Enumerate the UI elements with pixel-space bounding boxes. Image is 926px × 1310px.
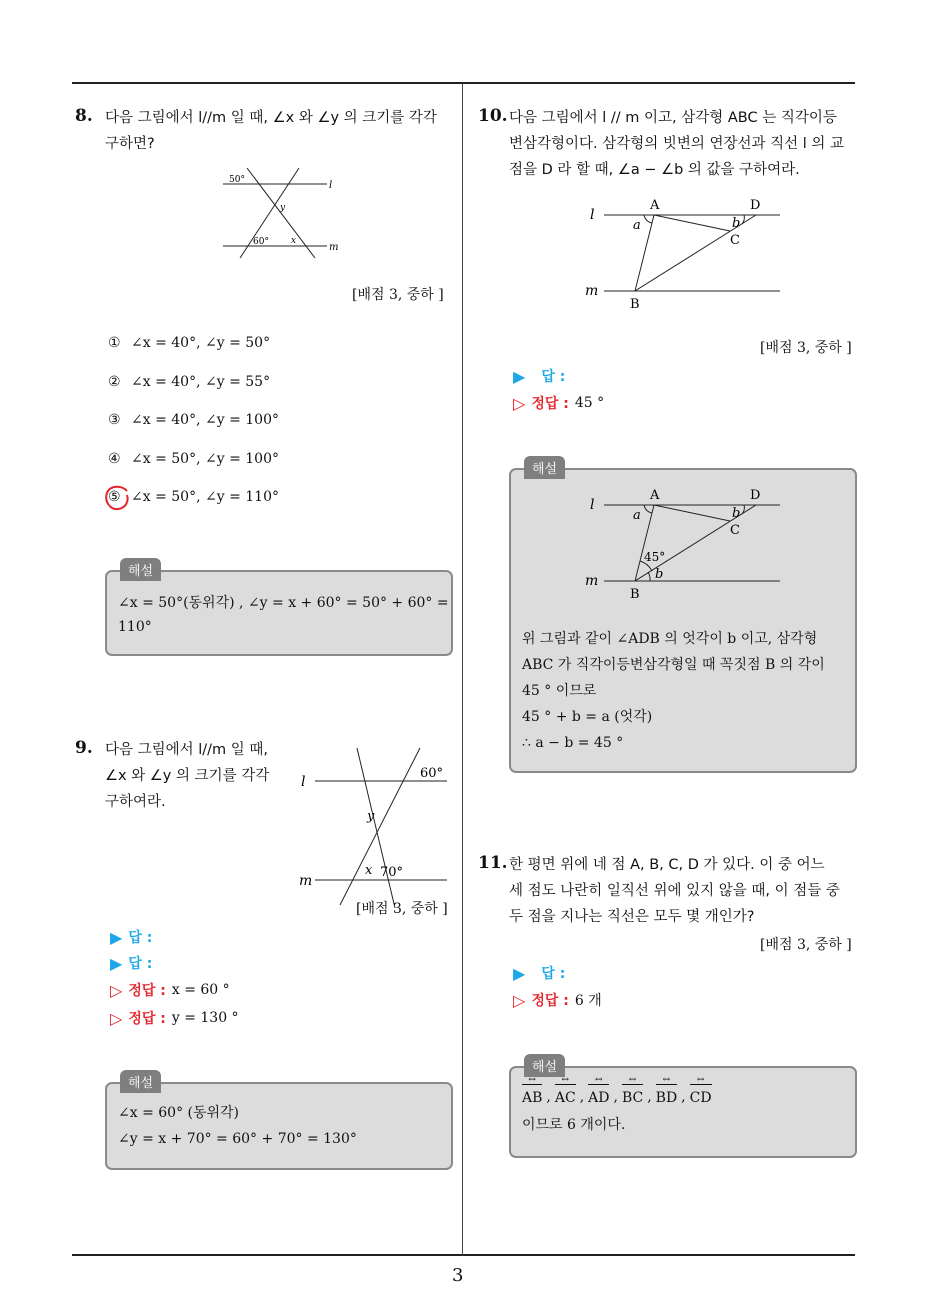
q9-label-y: y — [367, 809, 375, 824]
q9-number: 9. — [75, 738, 93, 758]
q10-exp-label-b1: b — [732, 506, 741, 521]
q10-points: [배점 3, 중하 ] — [760, 340, 852, 356]
q10-label-A: A — [650, 198, 660, 213]
double-arrow-icon: ↔ — [595, 1075, 603, 1085]
q10-label-l: l — [590, 207, 595, 223]
q10-label-C: C — [730, 233, 740, 248]
q9-explanation-2: ∠y = x + 70° = 60° + 70° = 130° — [118, 1131, 357, 1147]
q10-explanation-2: ABC 가 직각이등변삼각형일 때 꼭짓점 B 의 각이 — [522, 657, 825, 673]
q11-explanation-2: 이므로 6 개이다. — [522, 1117, 626, 1133]
double-arrow-icon: ↔ — [561, 1075, 570, 1085]
q10-exp-label-C: C — [730, 523, 740, 538]
q10-number: 10. — [478, 106, 508, 126]
q9-label-m: m — [299, 873, 313, 889]
outline-triangle-icon: ▷ — [110, 1008, 123, 1028]
q11-text-3: 두 점을 지나는 직선은 모두 몇 개인가? — [509, 909, 755, 925]
q8-choice-2-mark: ② — [108, 374, 121, 390]
q8-choice-2-text: ∠x = 40°, ∠y = 55° — [131, 374, 271, 390]
q10-correct — [513, 393, 604, 413]
q9-angle-top: 60° — [420, 766, 444, 781]
q11-points: [배점 3, 중하 ] — [760, 937, 852, 953]
double-arrow-icon: ↔ — [662, 1075, 671, 1085]
page-number: 3 — [452, 1265, 464, 1286]
q9-correct-2 — [110, 1008, 239, 1028]
q9-angle-bottom: 70° — [380, 865, 404, 880]
q9-correct-1-label: 정답 : — [128, 983, 166, 999]
q10-explanation-3: 45 ° 이므로 — [522, 683, 597, 699]
q10-text-3: 점을 D 라 할 때, ∠a − ∠b 의 값을 구하여라. — [509, 162, 800, 178]
q9-label-l: l — [301, 774, 306, 790]
line-AC: ↔ AC — [555, 1084, 576, 1111]
q9-correct-1-value: x = 60 ° — [171, 982, 230, 998]
q9-correct-2-label: 정답 : — [128, 1011, 166, 1027]
q9-figure — [295, 740, 455, 910]
double-arrow-icon: ↔ — [628, 1075, 637, 1085]
line-AB: ↔ AB — [522, 1084, 542, 1111]
q8-choice-2[interactable] — [108, 374, 270, 390]
line-BC: ↔ BC — [622, 1084, 643, 1111]
line-AD: ↔ AD — [588, 1084, 609, 1111]
q10-exp-label-b2: b — [655, 567, 664, 582]
q8-choice-3-text: ∠x = 40°, ∠y = 100° — [131, 412, 279, 428]
q8-choice-5-text: ∠x = 50°, ∠y = 110° — [131, 489, 279, 505]
q8-choice-1[interactable] — [108, 335, 270, 351]
q10-exp-label-l: l — [590, 497, 595, 513]
q10-correct-value: 45 ° — [574, 395, 605, 411]
q8-explanation-2: 110° — [118, 619, 152, 635]
q11-correct-value: 6 개 — [574, 993, 602, 1009]
column-divider — [462, 84, 463, 1256]
q10-exp-label-A: A — [650, 488, 660, 503]
top-rule — [72, 82, 855, 84]
q10-explanation-5: ∴ a − b = 45 ° — [522, 735, 624, 751]
q9-label-x: x — [365, 863, 373, 878]
q8-figure — [215, 160, 345, 260]
q10-label-m: m — [585, 283, 599, 299]
q8-label-y: y — [280, 203, 286, 213]
q8-angle-bottom: 60° — [253, 237, 269, 247]
answer-circle-mark — [102, 483, 132, 513]
q9-correct-1 — [110, 980, 230, 1000]
q8-choice-4[interactable] — [108, 451, 279, 467]
q8-choice-1-text: ∠x = 40°, ∠y = 50° — [131, 335, 271, 351]
q11-answer-label: 답 : — [541, 966, 566, 982]
q8-angle-top: 50° — [229, 175, 245, 185]
q9-text-1: 다음 그림에서 l//m 일 때, — [105, 742, 269, 758]
q10-exp-label-a: a — [633, 508, 641, 523]
q10-text-1: 다음 그림에서 l // m 이고, 삼각형 ABC 는 직각이등 — [509, 110, 837, 126]
q11-number: 11. — [478, 853, 508, 873]
q8-explanation-tab: 해설 — [120, 558, 161, 581]
q8-text-2: 구하면? — [105, 136, 155, 152]
q10-exp-label-m: m — [585, 573, 599, 589]
double-arrow-icon: ↔ — [696, 1075, 705, 1085]
q10-label-B: B — [630, 297, 640, 312]
q10-explanation-4: 45 ° + b = a (엇각) — [522, 709, 653, 725]
q11-correct — [513, 990, 602, 1010]
q10-answer[interactable] — [513, 366, 565, 386]
q11-correct-label: 정답 : — [531, 993, 569, 1009]
q9-answer-2-label: 답 : — [128, 956, 153, 972]
q8-choice-1-mark: ① — [108, 335, 121, 351]
q10-label-b: b — [732, 216, 741, 231]
q9-text-2: ∠x 와 ∠y 의 크기를 각각 — [105, 768, 270, 784]
q11-answer[interactable] — [513, 963, 565, 983]
q8-text-1: 다음 그림에서 l//m 일 때, ∠x 와 ∠y 의 크기를 각각 — [105, 110, 437, 126]
q8-choice-3-mark: ③ — [108, 412, 121, 428]
q8-choice-3[interactable] — [108, 412, 279, 428]
q10-explanation-figure — [580, 485, 790, 605]
q9-answer-1-label: 답 : — [128, 930, 153, 946]
outline-triangle-icon: ▷ — [110, 980, 123, 1000]
q10-answer-label: 답 : — [541, 369, 566, 385]
play-triangle-icon: ▶ — [110, 953, 123, 973]
q8-explanation-1: ∠x = 50°(동위각) , ∠y = x + 60° = 50° + 60° = — [118, 595, 449, 611]
play-triangle-icon: ▶ — [513, 366, 526, 386]
play-triangle-icon: ▶ — [513, 963, 526, 983]
q10-explanation-tab: 해설 — [524, 456, 565, 479]
q10-figure — [580, 195, 790, 315]
q9-explanation-tab: 해설 — [120, 1070, 161, 1093]
outline-triangle-icon: ▷ — [513, 393, 526, 413]
q11-text-1: 한 평면 위에 네 점 A, B, C, D 가 있다. 이 중 어느 — [509, 857, 825, 873]
q10-explanation-1: 위 그림과 같이 ∠ADB 의 엇각이 b 이고, 삼각형 — [522, 631, 818, 647]
q8-points: [배점 3, 중하 ] — [352, 287, 444, 303]
q9-text-3: 구하여라. — [105, 794, 166, 810]
q8-label-l: l — [329, 180, 333, 191]
q11-explanation-lines-list: ↔ AB , ↔ AC , ↔ AD , ↔ BC , ↔ BD , ↔ CD — [522, 1084, 712, 1111]
q8-number: 8. — [75, 106, 93, 126]
q10-exp-label-D: D — [750, 488, 761, 503]
q10-exp-label-B: B — [630, 587, 640, 602]
q9-answer-2[interactable] — [110, 953, 158, 973]
q9-explanation-1: ∠x = 60° (동위각) — [118, 1105, 240, 1121]
play-triangle-icon: ▶ — [110, 927, 123, 947]
line-BD: ↔ BD — [656, 1084, 678, 1111]
double-arrow-icon: ↔ — [528, 1075, 536, 1085]
q9-answer-1[interactable] — [110, 927, 158, 947]
bottom-rule — [72, 1254, 855, 1256]
q11-explanation-tab: 해설 — [524, 1054, 565, 1077]
q8-choice-5[interactable] — [108, 489, 279, 505]
q11-text-2: 세 점도 나란히 일직선 위에 있지 않을 때, 이 점들 중 — [509, 883, 840, 899]
q9-correct-2-value: y = 130 ° — [171, 1010, 239, 1026]
outline-triangle-icon: ▷ — [513, 990, 526, 1010]
q10-text-2: 변삼각형이다. 삼각형의 빗변의 연장선과 직선 l 의 교 — [509, 136, 845, 152]
q10-label-a: a — [633, 218, 641, 233]
q8-label-x: x — [291, 236, 297, 246]
q8-choice-5-mark: ⑤ — [108, 489, 121, 505]
q10-label-D: D — [750, 198, 761, 213]
q9-points: [배점 3, 중하 ] — [356, 901, 448, 917]
q10-correct-label: 정답 : — [531, 396, 569, 412]
line-CD: ↔ CD — [690, 1084, 712, 1111]
q8-choice-4-text: ∠x = 50°, ∠y = 100° — [131, 451, 279, 467]
q10-exp-angle45: 45° — [644, 550, 666, 564]
q8-choice-4-mark: ④ — [108, 451, 121, 467]
q8-label-m: m — [329, 242, 339, 253]
